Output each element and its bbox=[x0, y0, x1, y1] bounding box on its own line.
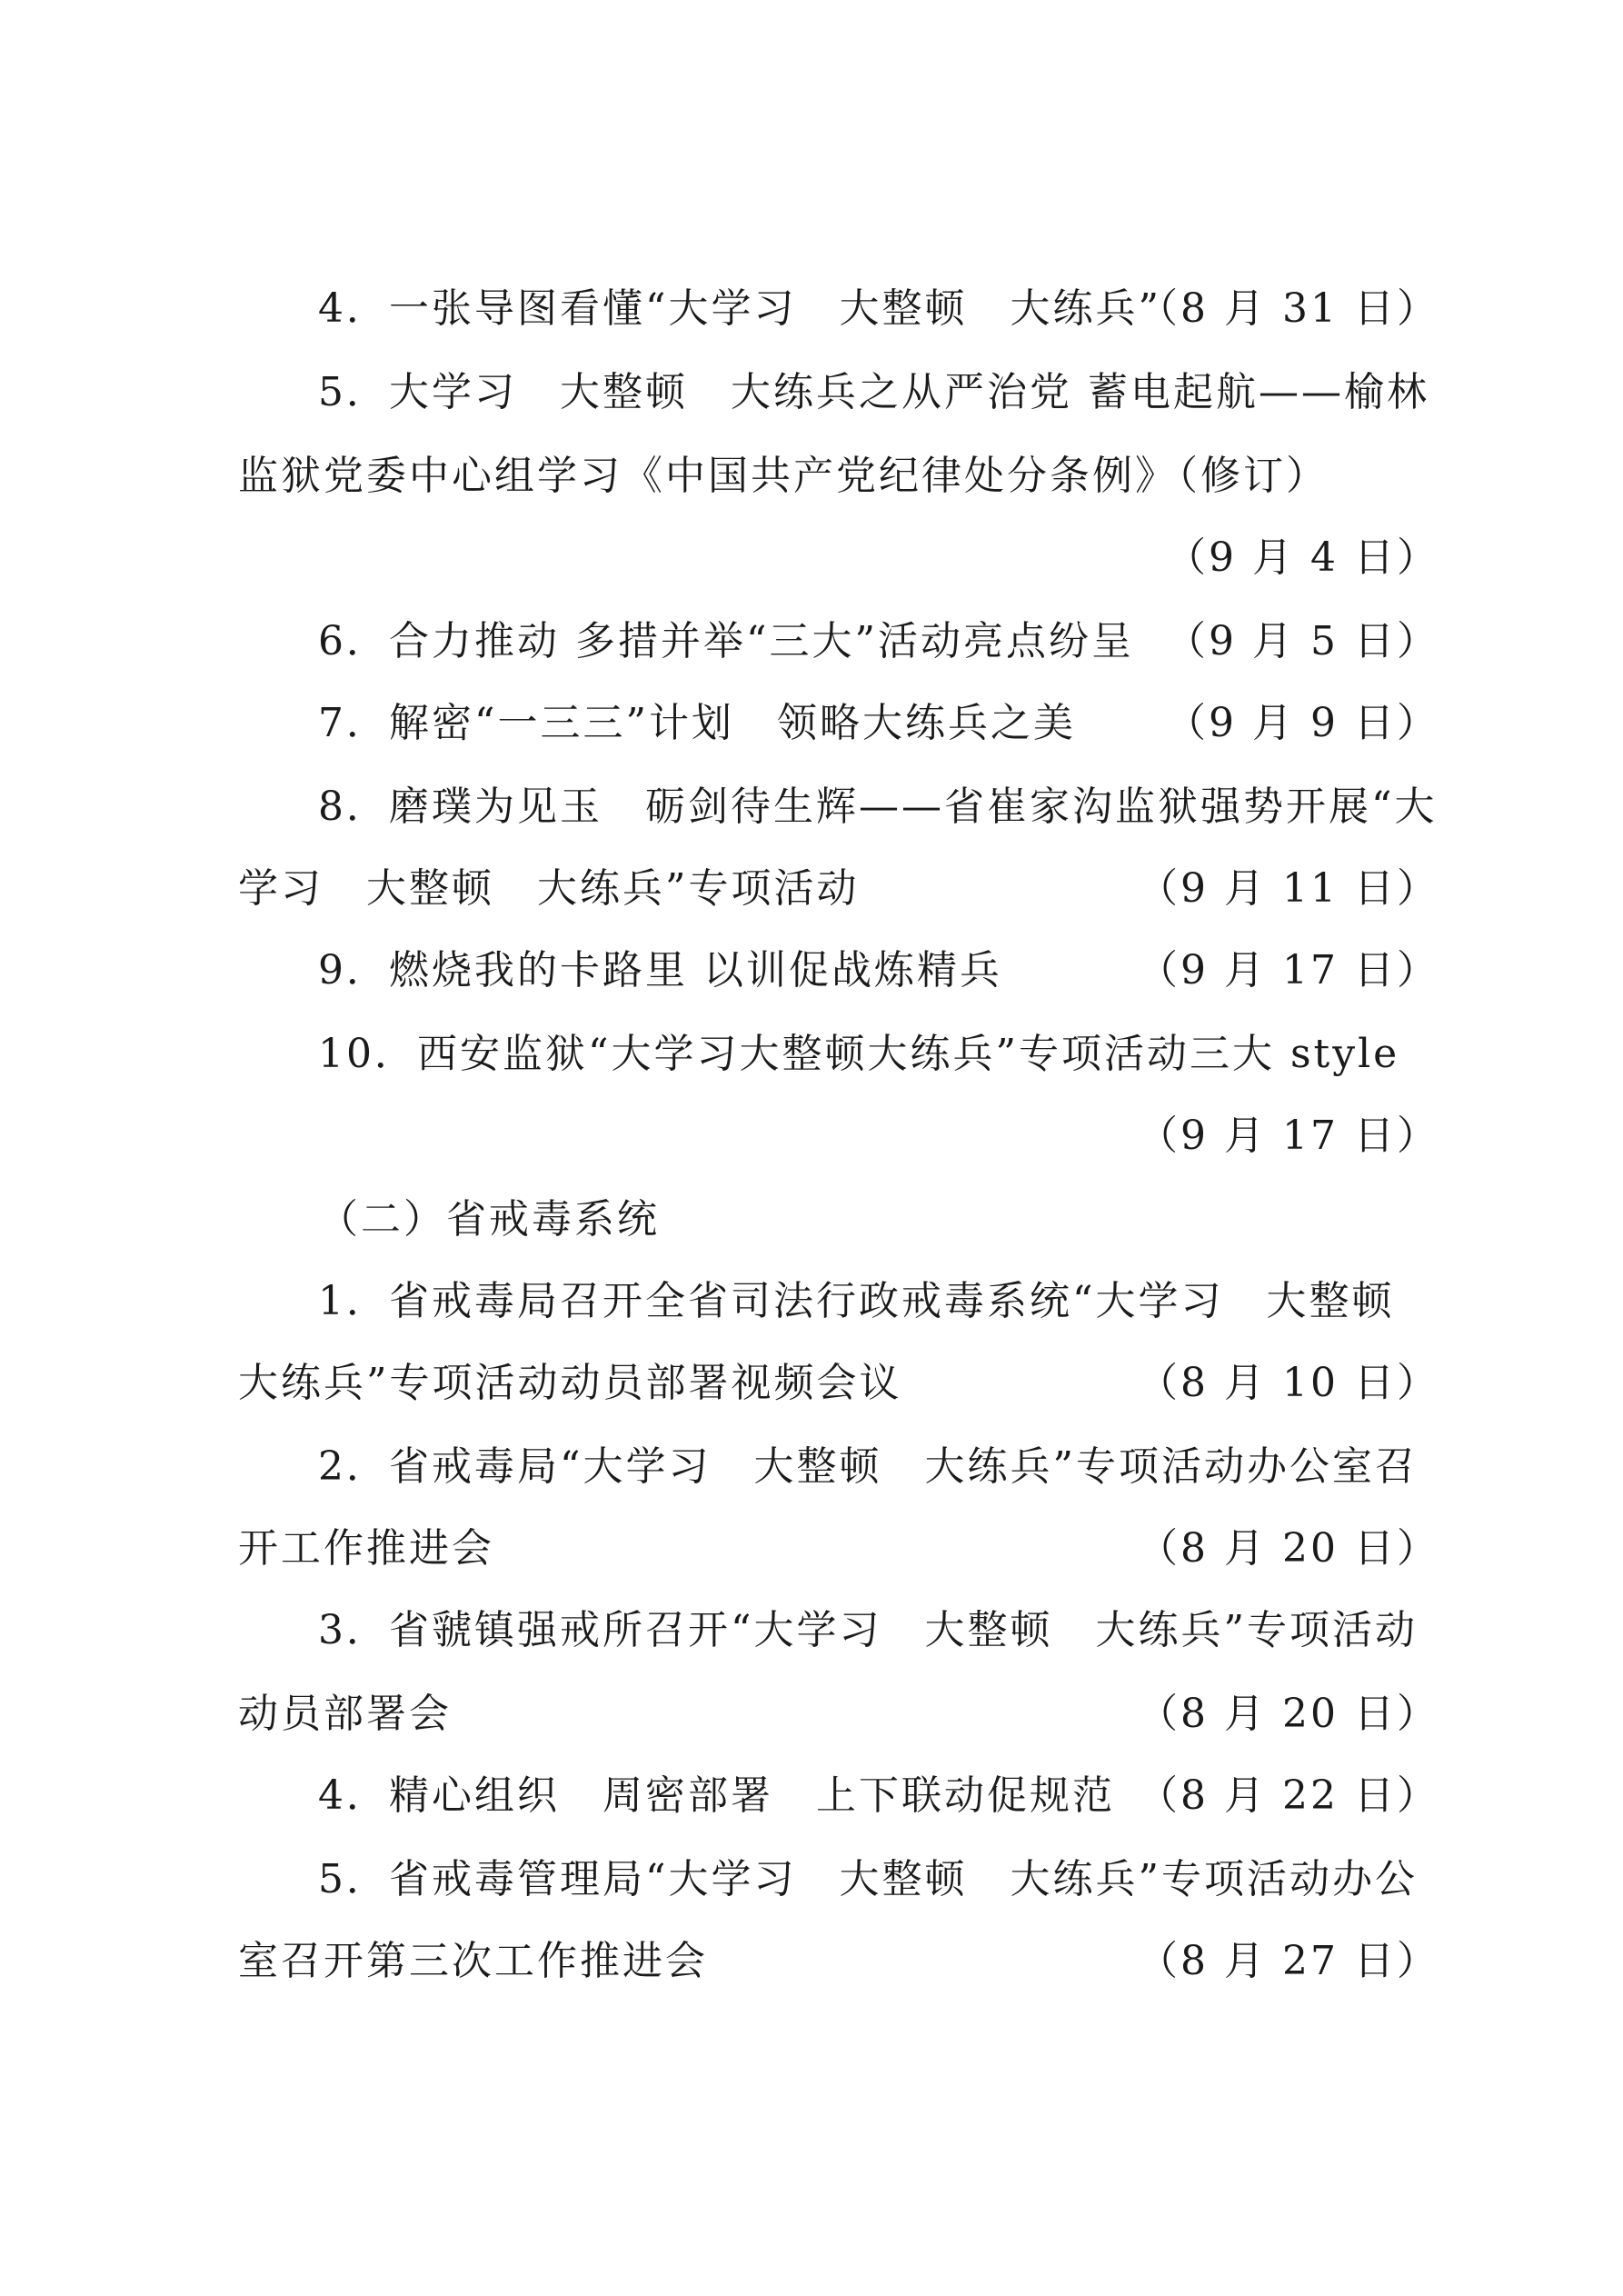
list-item-2-2-line-1 bbox=[318, 1440, 1439, 1494]
item-text: 9．燃烧我的卡路里 以训促战炼精兵 bbox=[318, 947, 1002, 993]
item-text: 2．省戒毒局“大学习 大整顿 大练兵”专项活动办公室召 bbox=[318, 1443, 1418, 1490]
item-date: （9 月 5 日） bbox=[1166, 618, 1439, 664]
item-text: 3．省虢镇强戒所召开“大学习 大整顿 大练兵”专项活动 bbox=[318, 1607, 1418, 1653]
item-text: 大练兵”专项活动动员部署视频会议 bbox=[238, 1360, 902, 1406]
item-date: （8 月 20 日） bbox=[1138, 1525, 1439, 1572]
list-item-2-1-line-2 bbox=[238, 1356, 1439, 1411]
item-date: （8 月 10 日） bbox=[1138, 1360, 1439, 1406]
item-date: （9 月 11 日） bbox=[1138, 865, 1439, 912]
list-item-1-6 bbox=[318, 614, 1439, 669]
item-text: 8．磨璞为见玉 砺剑待生辉——省崔家沟监狱强势开展“大 bbox=[318, 784, 1438, 830]
item-text: 5．大学习 大整顿 大练兵之从严治党 蓄电起航——榆林 bbox=[318, 369, 1429, 415]
item-date: （8 月 27 日） bbox=[1138, 1938, 1439, 1984]
item-date: （9 月 4 日） bbox=[1166, 534, 1439, 581]
item-text: 4．一张导图看懂“大学习 大整顿 大练兵” bbox=[318, 285, 1161, 332]
item-text: 10．西安监狱“大学习大整顿大练兵”专项活动三大 style bbox=[318, 1031, 1400, 1077]
list-item-1-10 bbox=[318, 1027, 1439, 1082]
item-text: 5．省戒毒管理局“大学习 大整顿 大练兵”专项活动办公 bbox=[318, 1856, 1418, 1902]
item-text: 学习 大整顿 大练兵”专项活动 bbox=[238, 865, 860, 912]
item-text: 1．省戒毒局召开全省司法行政戒毒系统“大学习 大整顿 bbox=[318, 1278, 1395, 1324]
list-item-2-5-line-2 bbox=[238, 1934, 1439, 1989]
item-text: 7．解密“一三三”计划 领略大练兵之美 bbox=[318, 700, 1076, 746]
item-date: （9 月 17 日） bbox=[1138, 947, 1439, 993]
item-text: 6．合力推动 多措并举“三大”活动亮点纷呈 bbox=[318, 618, 1134, 664]
item-date: （8 月 20 日） bbox=[1138, 1691, 1439, 1737]
item-text: 4．精心组织 周密部署 上下联动促规范 bbox=[318, 1772, 1115, 1819]
list-item-1-10-date-line bbox=[238, 1109, 1439, 1163]
list-item-1-8-line-1 bbox=[318, 780, 1439, 834]
list-item-2-1-line-1 bbox=[318, 1274, 1439, 1329]
list-item-1-5-line-2 bbox=[238, 449, 1439, 504]
section-title: （二）省戒毒系统 bbox=[318, 1196, 660, 1243]
list-item-1-9 bbox=[318, 943, 1439, 998]
list-item-2-5-line-1 bbox=[318, 1852, 1439, 1907]
item-text: 开工作推进会 bbox=[238, 1525, 494, 1572]
list-item-2-3-line-2 bbox=[238, 1687, 1439, 1742]
list-item-1-4 bbox=[318, 282, 1439, 336]
list-item-1-5-line-1 bbox=[318, 365, 1439, 420]
section-heading bbox=[318, 1193, 1439, 1247]
item-date: （8 月 31 日） bbox=[1138, 285, 1439, 332]
item-date: （8 月 22 日） bbox=[1138, 1772, 1439, 1819]
list-item-1-8-line-2 bbox=[238, 862, 1439, 916]
item-date: （9 月 17 日） bbox=[1138, 1113, 1439, 1159]
list-item-2-3-line-1 bbox=[318, 1603, 1439, 1658]
list-item-1-7 bbox=[318, 696, 1439, 751]
item-date: （9 月 9 日） bbox=[1166, 700, 1439, 746]
list-item-1-5-date-line bbox=[238, 531, 1439, 585]
item-text: 动员部署会 bbox=[238, 1691, 452, 1737]
item-text: 监狱党委中心组学习《中国共产党纪律处分条例》（修订） bbox=[238, 453, 1329, 499]
list-item-2-4 bbox=[318, 1769, 1439, 1823]
item-text: 室召开第三次工作推进会 bbox=[238, 1938, 708, 1984]
list-item-2-2-line-2 bbox=[238, 1522, 1439, 1576]
